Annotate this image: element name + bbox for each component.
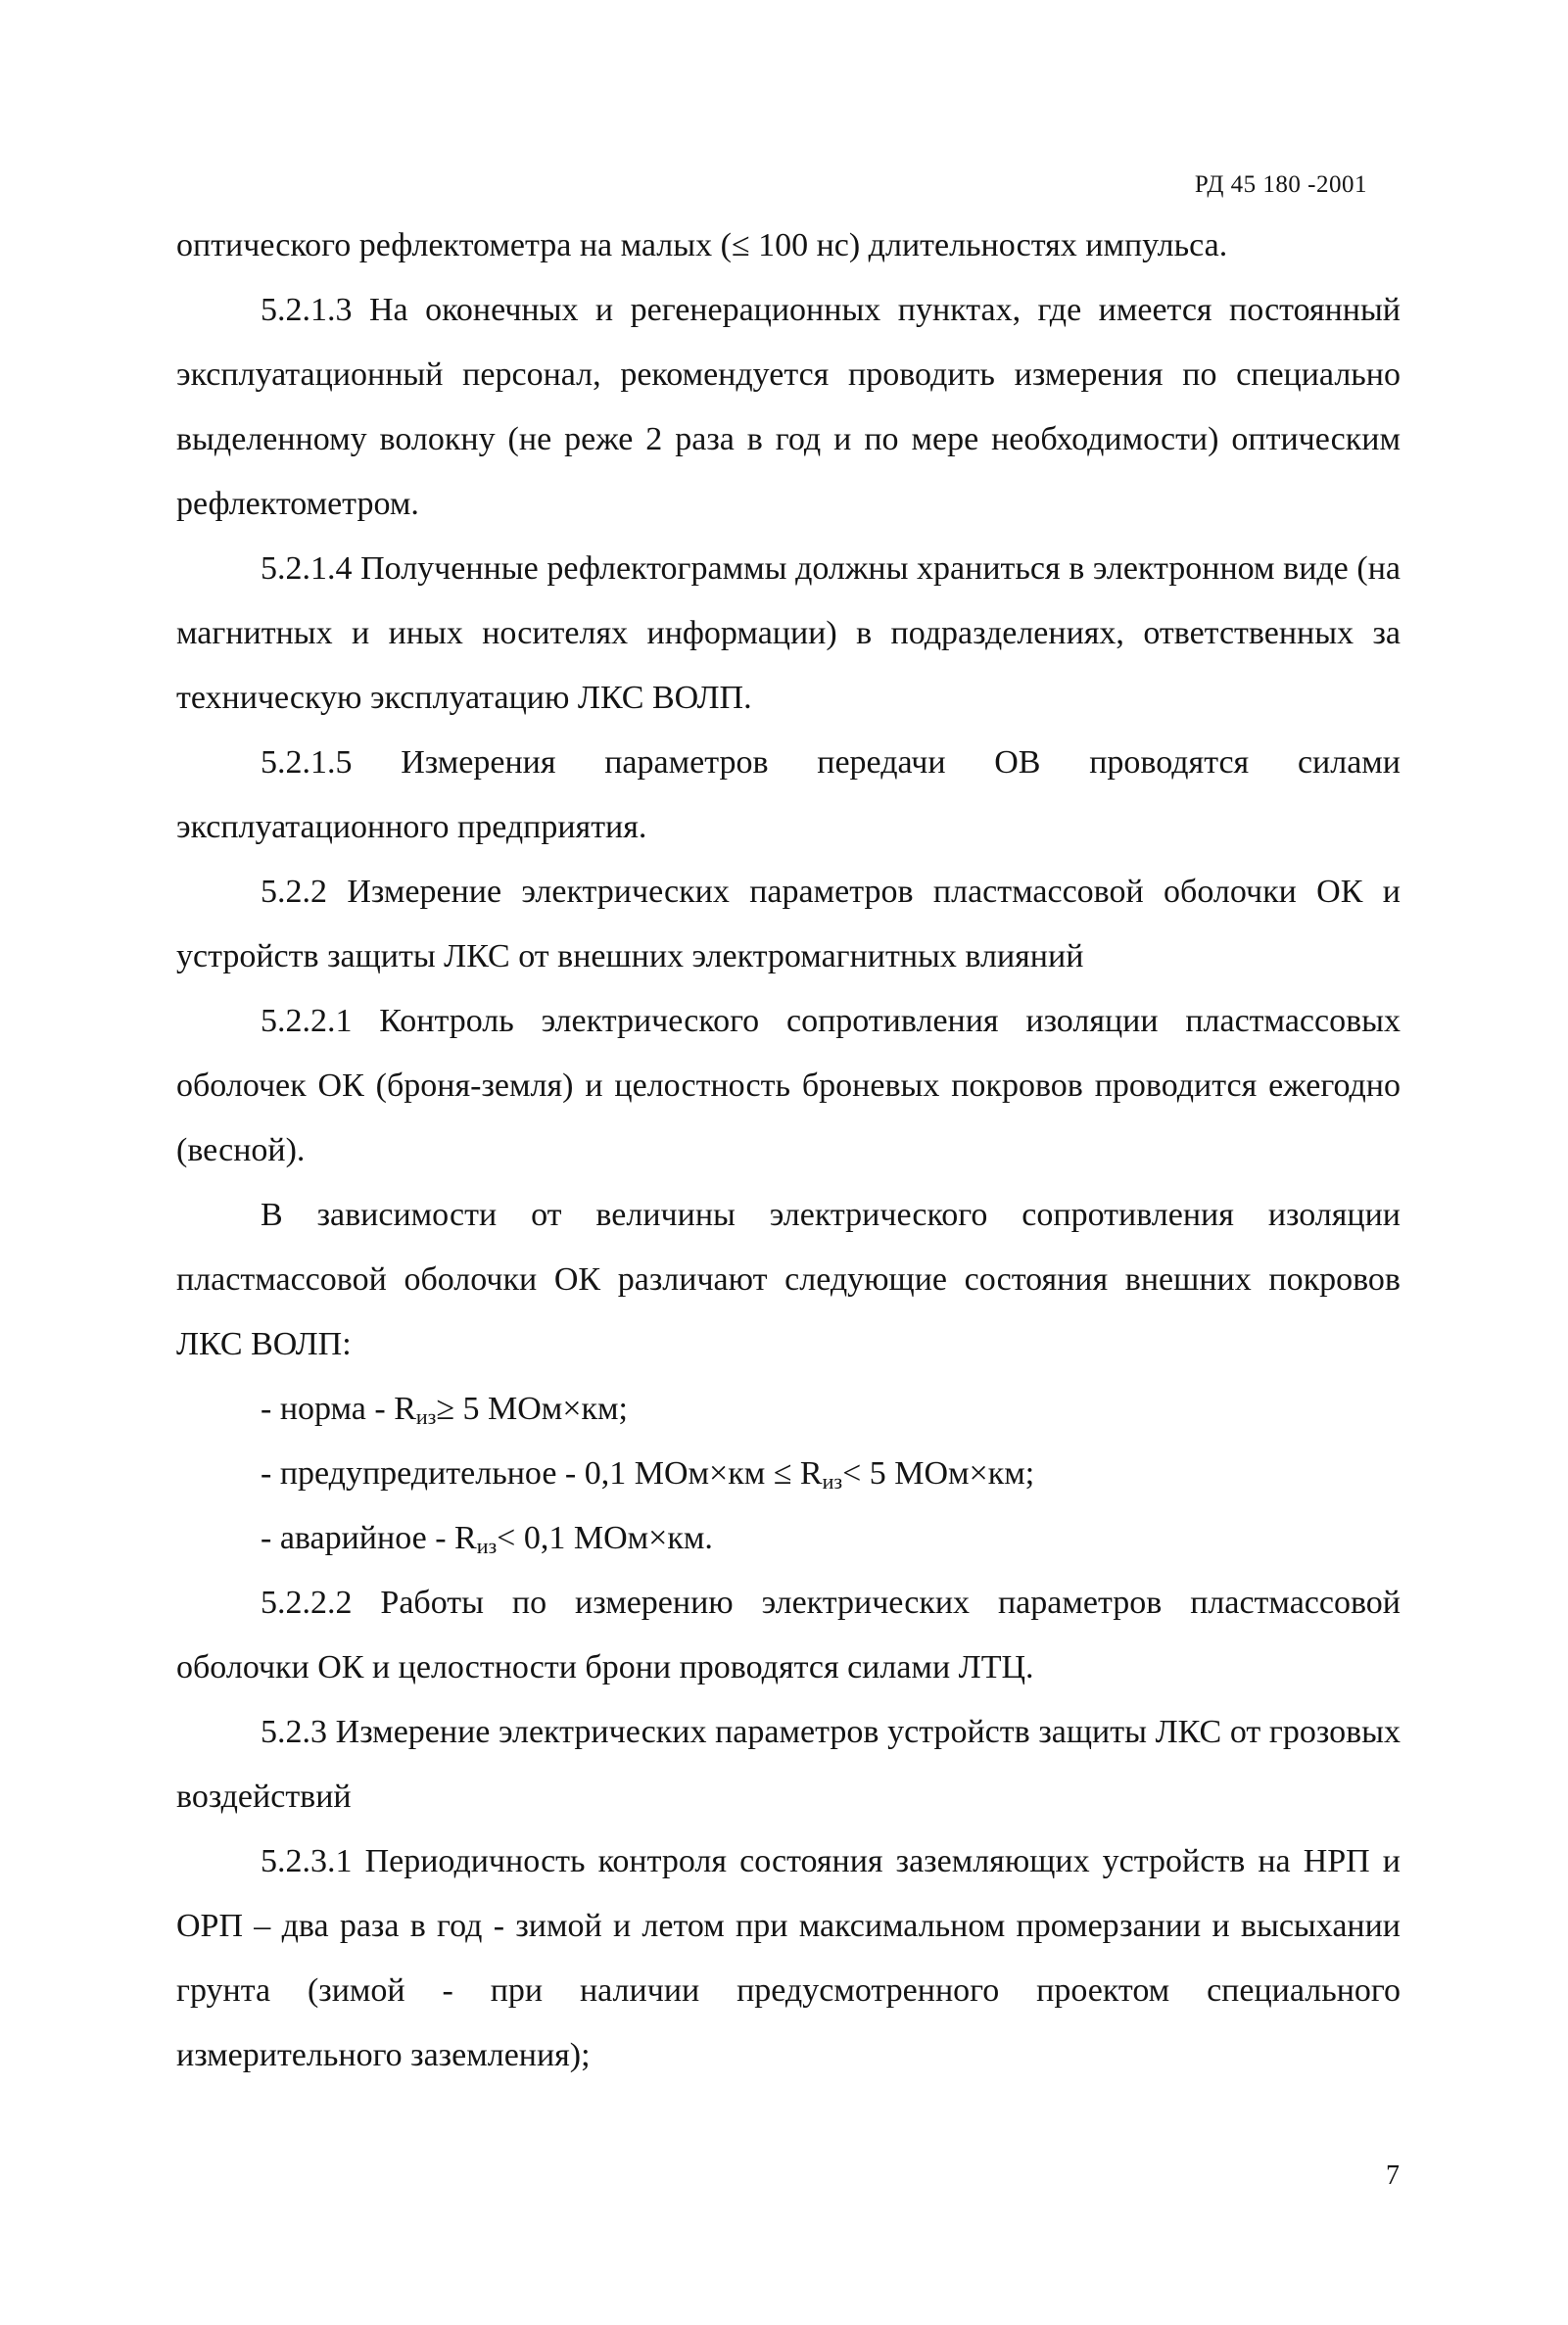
document-body — [176, 214, 1401, 2088]
section-5-2-2-heading: 5.2.2 Измерение электрических параметров пластмассовой оболочки ОК и устройств защиты ЛКС от внешних электромагнитных влияний — [176, 874, 1401, 974]
paragraph-5-2-2-1: 5.2.2.1 Контроль электрического сопротивления изоляции пластмассовых оболочек ОК (броня-земля) и целостность броневых покровов проводится ежегодно (весной). — [176, 1003, 1401, 1168]
paragraph-5-2-1-4: 5.2.1.4 Полученные рефлектограммы должны храниться в электронном виде (на магнитных и иных носителях информации) в подразделениях, ответственных за техническую эксплуатацию ЛКС ВОЛП. — [176, 550, 1401, 716]
paragraph-5-2-2-2: 5.2.2.2 Работы по измерению электрических параметров пластмассовой оболочки ОК и целостности брони проводятся силами ЛТЦ. — [176, 1585, 1401, 1685]
paragraph-continuation: оптического рефлектометра на малых (≤ 100 нс) длительностях импульса. — [176, 227, 1228, 263]
section-5-2-3-heading: 5.2.3 Измерение электрических параметров устройств защиты ЛКС от грозовых воздействий — [176, 1714, 1401, 1815]
page-number: 7 — [1386, 2160, 1400, 2191]
paragraph-5-2-1-3: 5.2.1.3 На оконечных и регенерационных пунктах, где имеется постоянный эксплуатационный персонал, рекомендуется проводить измерения по специально выделенному волокну (не реже 2 раза в год и по мере необходимости) оптическим рефлектометром. — [176, 292, 1401, 522]
paragraph-5-2-3-1: 5.2.3.1 Периодичность контроля состояния заземляющих устройств на НРП и ОРП – два раза в год - зимой и летом при максимальном промерзании и высыхании грунта (зимой - при наличии предусмотренного проектом специального измерительного заземления); — [176, 1843, 1401, 2073]
document-code: РД 45 180 -2001 — [1194, 171, 1367, 198]
state-warning: - предупредительное - 0,1 $МОм\times км \le R_{из}< 5$ МОм×км; — [261, 1455, 1035, 1494]
paragraph-5-2-1-5: 5.2.1.5 Измерения параметров передачи ОВ проводятся силами эксплуатационного предприятия. — [176, 744, 1401, 845]
state-norm: - норма - $R_{из}\ge 5$ МОм×км; — [261, 1391, 628, 1429]
state-emergency: - аварийное - $R_{из}< 0,1$ МОм×км. — [261, 1520, 713, 1558]
paragraph-insulation-states: В зависимости от величины электрического сопротивления изоляции пластмассовой оболочки ОК различают следующие состояния внешних покровов ЛКС ВОЛП: — [176, 1197, 1401, 1362]
